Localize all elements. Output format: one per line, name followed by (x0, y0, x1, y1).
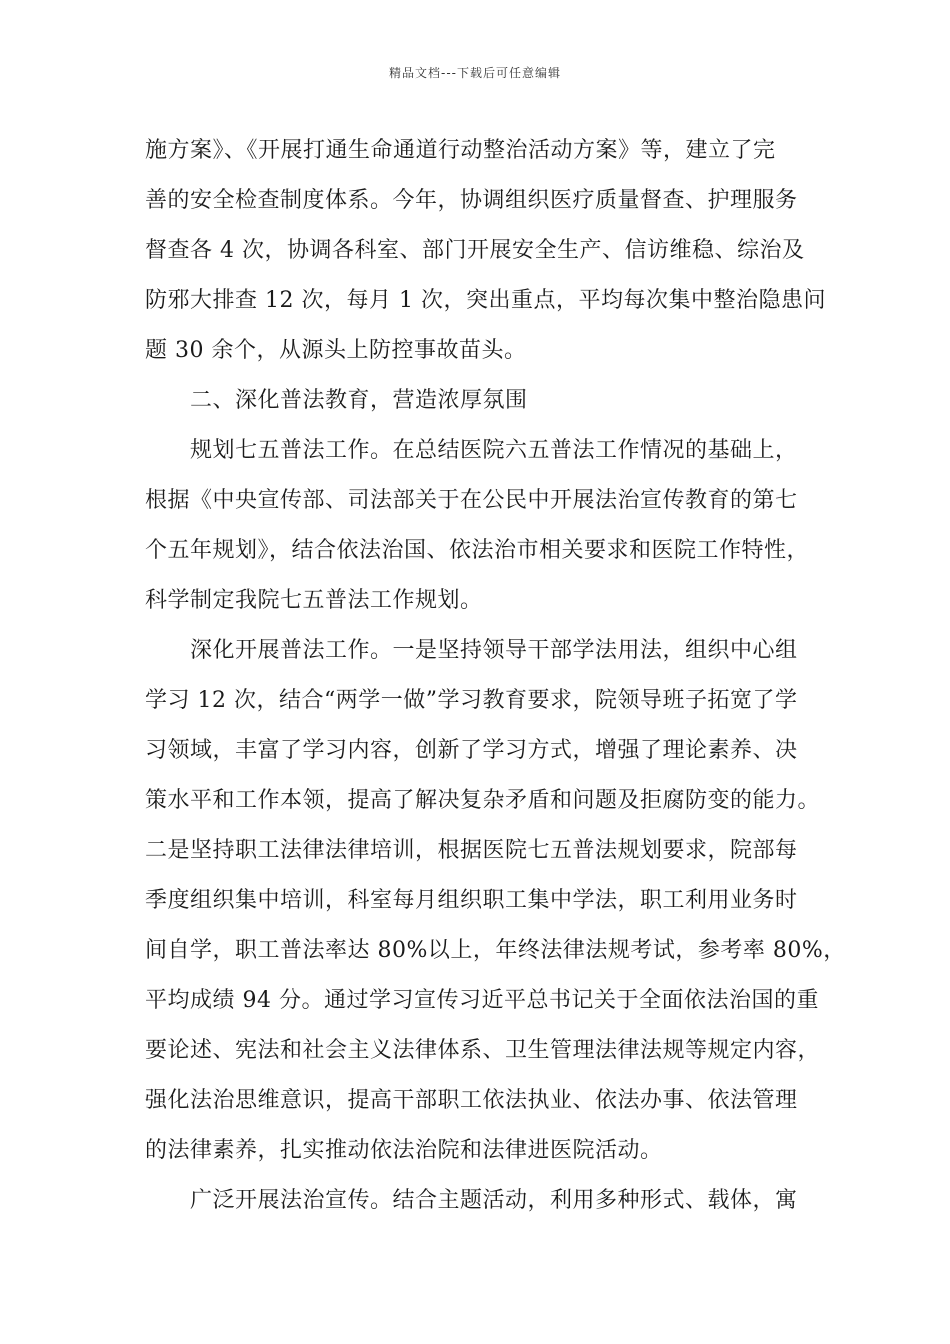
text-line: 深化开展普法工作。一是坚持领导干部学法用法，组织中心组 (190, 638, 798, 663)
text-line: 要论述、宪法和社会主义法律体系、卫生管理法律法规等规定内容， (145, 1038, 821, 1063)
text-line: 防邪大排查 12 次，每月 1 次，突出重点，平均每次集中整治隐患问 (145, 288, 826, 313)
text-line: 的法律素养，扎实推动依法治院和法律进医院活动。 (145, 1138, 663, 1163)
text-line: 施方案》、《开展打通生命通道行动整治活动方案》等，建立了完 (145, 138, 776, 163)
text-line: 平均成绩 94 分。通过学习宣传习近平总书记关于全面依法治国的重 (145, 988, 819, 1013)
text-line: 习领域，丰富了学习内容，创新了学习方式，增强了理论素养、决 (145, 738, 798, 763)
text-line: 季度组织集中培训，科室每月组织职工集中学法，职工利用业务时 (145, 888, 798, 913)
text-line: 策水平和工作本领，提高了解决复杂矛盾和问题及拒腐防变的能力。 (145, 788, 821, 813)
page-header: 精品文档---下载后可任意编辑 (389, 66, 561, 80)
text-line: 二是坚持职工法律法律培训，根据医院七五普法规划要求，院部每 (145, 838, 798, 863)
text-line: 学习 12 次，结合“两学一做”学习教育要求，院领导班子拓宽了学 (145, 688, 798, 713)
text-line: 间自学，职工普法率达 80%以上，年终法律法规考试，参考率 80%， (145, 938, 846, 963)
text-line: 个五年规划》，结合依法治国、依法治市相关要求和医院工作特性， (145, 538, 810, 563)
text-line: 督查各 4 次，协调各科室、部门开展安全生产、信访维稳、综治及 (145, 238, 805, 263)
document-body (145, 126, 846, 1226)
text-line: 根据《中央宣传部、司法部关于在公民中开展法治宣传教育的第七 (145, 488, 798, 513)
text-line: 规划七五普法工作。在总结医院六五普法工作情况的基础上， (190, 438, 798, 463)
text-line: 强化法治思维意识，提高干部职工依法执业、依法办事、依法管理 (145, 1088, 798, 1113)
text-line: 科学制定我院七五普法工作规划。 (145, 588, 483, 613)
text-line: 二、深化普法教育，营造浓厚氛围 (190, 388, 528, 413)
text-line: 题 30 余个，从源头上防控事故苗头。 (145, 338, 527, 363)
text-line: 广泛开展法治宣传。结合主题活动，利用多种形式、载体，寓 (190, 1188, 798, 1213)
text-line: 善的安全检查制度体系。今年，协调组织医疗质量督查、护理服务 (145, 188, 798, 213)
